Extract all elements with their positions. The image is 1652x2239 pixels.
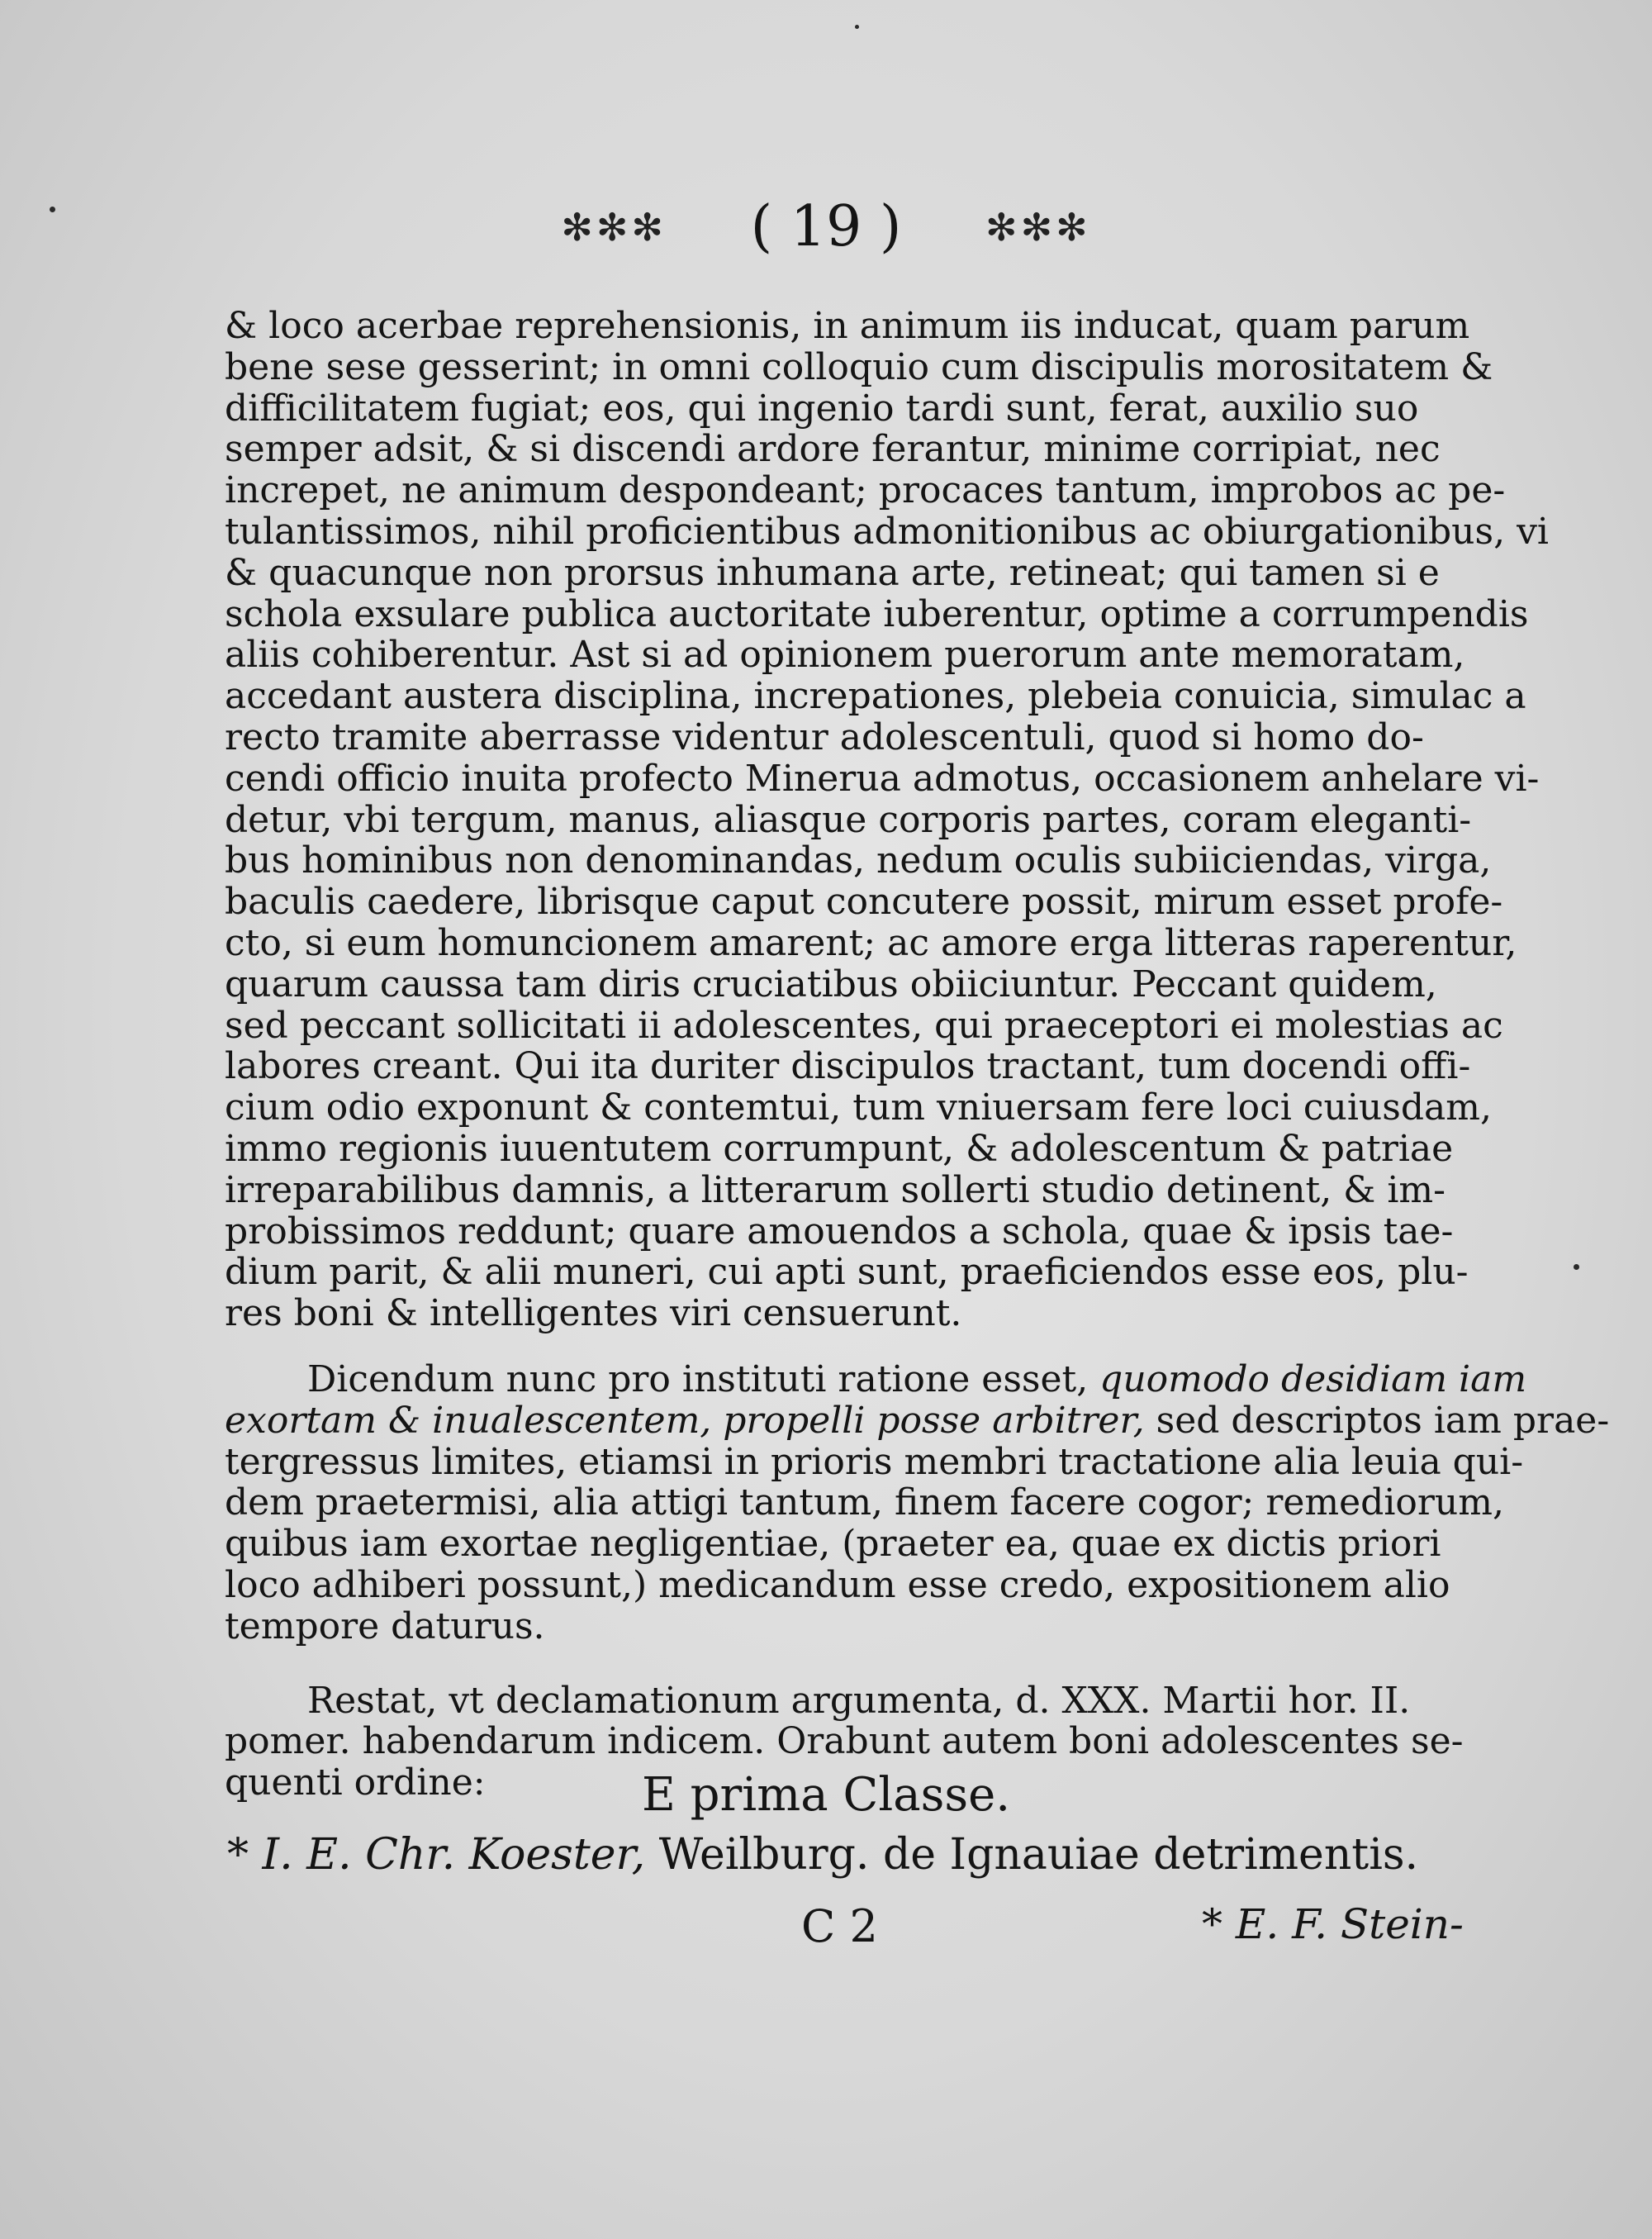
text-line: immo regionis iuuentutem corrumpunt, & adolescentum & patriae [225,1127,1454,1170]
text-line: & loco acerbae reprehensionis, in animum iis inducat, quam parum [225,305,1470,347]
text-line: tulantissimos, nihil proficientibus admonitionibus ac obiurgationibus, vi [225,510,1549,553]
running-header [0,190,1652,259]
text-line: increpet, ne animum despondeant; procaces tantum, improbos ac pe- [225,469,1506,512]
text-line: Restat, vt declamationum argumenta, d. XXX. Martii hor. II. [307,1679,1411,1722]
text-line: bus hominibus non denominandas, nedum oculis subiiciendas, virga, [225,839,1492,882]
orator-name: I. E. Chr. Koester, [262,1830,646,1880]
text-line: res boni & intelligentes viri censuerunt. [225,1292,962,1335]
text-line: sed peccant sollicitati ii adolescentes, qui praeceptori ei molestias ac [225,1004,1503,1047]
entry-marker: * [227,1830,249,1880]
orator-entry [227,1830,1487,1880]
paragraph-1 [225,305,1549,1335]
text-line: semper adsit, & si discendi ardore ferantur, minime corripiat, nec [225,428,1441,471]
text-line: tempore daturus. [225,1604,545,1647]
text-line: cto, si eum homuncionem amarent; ac amore erga litteras raperentur, [225,921,1517,964]
ink-speck [855,25,859,29]
text-line: cium odio exponunt & contemtui, tum vniuersam fere loci cuiusdam, [225,1086,1492,1129]
text-line: quenti ordine: [225,1761,486,1804]
italic-segment: exortam & inualescentem, propelli posse arbitrer, [225,1399,1145,1442]
text-line: labores creant. Qui ita duriter discipulos tractant, tum docendi offi- [225,1045,1471,1088]
text-line: bene sese gesserint; in omni colloquio cum discipulis morositatem & [225,345,1493,388]
ink-speck [1574,1264,1579,1270]
text-line: dem praetermisi, alia attigi tantum, finem facere cogor; remediorum, [225,1481,1504,1524]
text-line: recto tramite aberrasse videntur adolescentuli, quod si homo do- [225,715,1424,758]
signature-mark: C 2 [801,1900,878,1952]
paragraph-gap [225,1334,1484,1359]
catchword: * E. F. Stein- [1202,1900,1464,1948]
page-number: ( 19 ) [750,194,902,259]
body-text [225,305,1610,1804]
text-line: quibus iam exortae negligentiae, (praeter ea, quae ex dictis priori [225,1523,1441,1566]
text-line: aliis cohiberentur. Ast si ad opinionem puerorum ante memoratam, [225,634,1465,677]
text-line: pomer. habendarum indicem. Orabunt autem boni adolescentes se- [225,1720,1464,1763]
text-line: quarum caussa tam diris cruciatibus obiiciuntur. Peccant quidem, [225,963,1437,1005]
ornament-right-icon: ✻✻✻ [985,204,1091,250]
text-segment: sed descriptos iam prae- [1144,1399,1610,1442]
text-line: & quacunque non prorsus inhumana arte, retineat; qui tamen si e [225,551,1440,594]
text-line: detur, vbi tergum, manus, aliasque corporis partes, coram eleganti- [225,798,1472,841]
text-line: loco adhiberi possunt,) medicandum esse credo, expositionem alio [225,1563,1450,1606]
paragraph-2 [225,1357,1610,1647]
text-line: cendi officio inuita profecto Minerua admotus, occasionem anhelare vi- [225,757,1540,800]
text-line: baculis caedere, librisque caput concutere possit, mirum esset profe- [225,881,1503,924]
text-line: accedant austera disciplina, increpationes, plebeia conuicia, simulac a [225,675,1526,718]
italic-segment: quomodo desidiam iam [1099,1357,1527,1400]
text-line: irreparabilibus damnis, a litterarum sollerti studio detinent, & im- [225,1168,1446,1211]
text-line: dium parit, & alii muneri, cui apti sunt, praeficiendos esse eos, plu- [225,1251,1469,1294]
ornament-left-icon: ✻✻✻ [561,204,667,250]
entry-topic: Weilburg. de Ignauiae detrimentis. [645,1830,1419,1880]
text-line: tergressus limites, etiamsi in prioris membri tractatione alia leuia qui- [225,1440,1524,1483]
text-line: difficilitatem fugiat; eos, qui ingenio tardi sunt, ferat, auxilio suo [225,387,1419,430]
class-heading: E prima Classe. [641,1768,1011,1822]
text-line: probissimos reddunt; quare amouendos a schola, quae & ipsis tae- [225,1210,1454,1253]
text-line [225,1399,1610,1442]
text-line [225,1357,1527,1400]
paragraph-gap [225,1647,1484,1680]
text-segment: Dicendum nunc pro instituti ratione esset, [307,1357,1100,1400]
text-line: schola exsulare publica auctoritate iuberentur, optime a corrumpendis [225,592,1529,635]
